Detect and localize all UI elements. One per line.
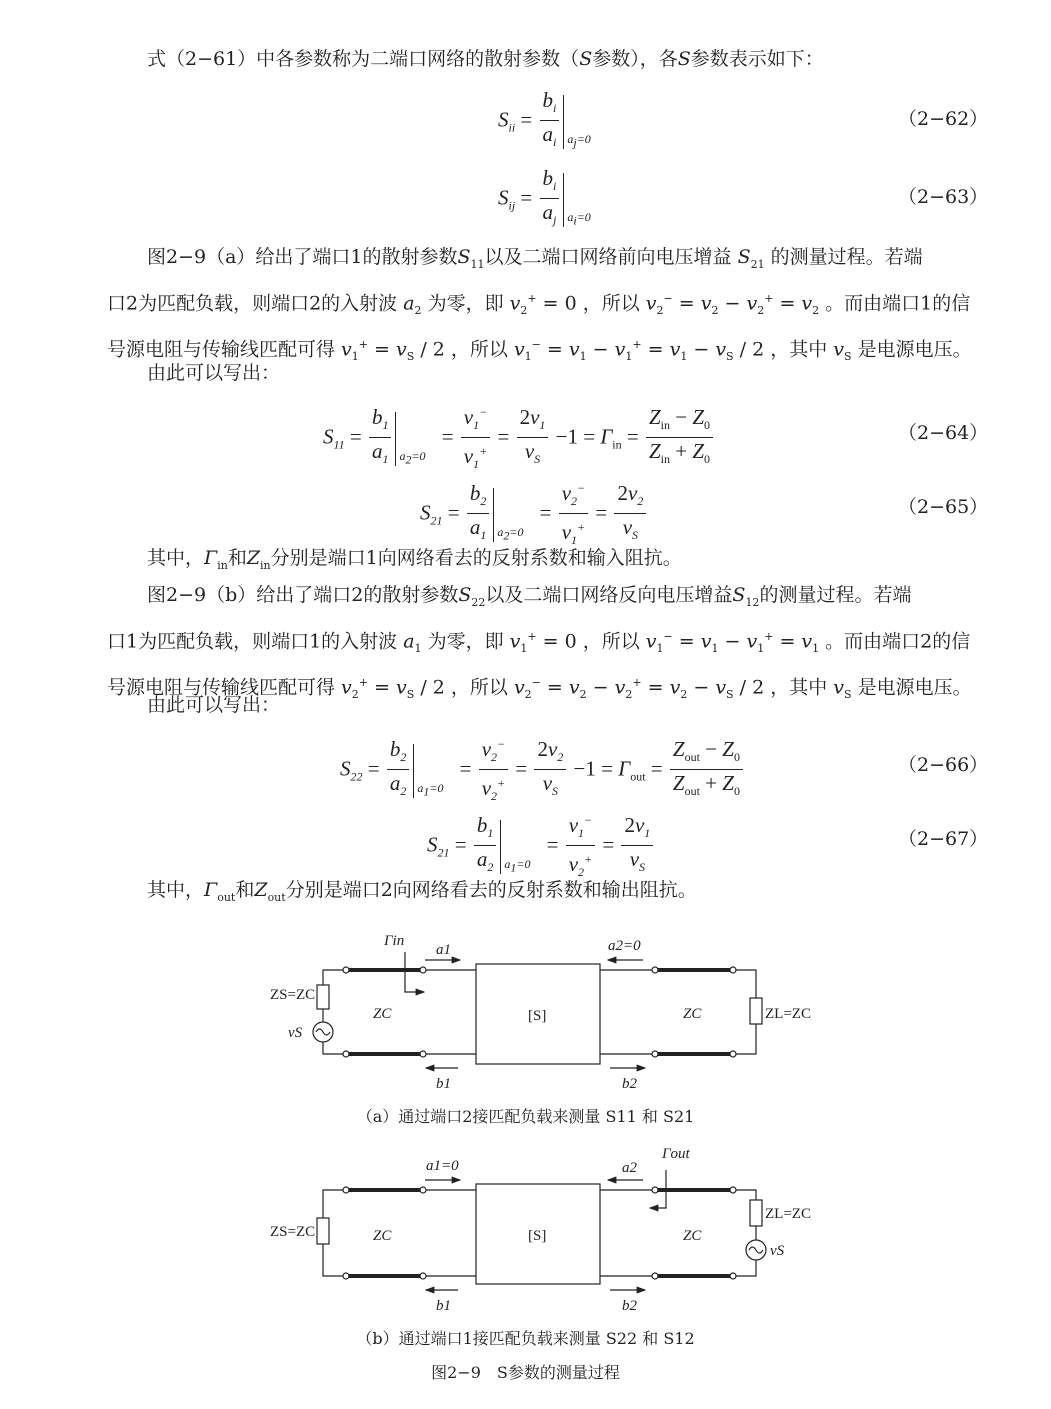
a2-zero-label: a2=0 xyxy=(608,938,641,954)
b2-label: b2 xyxy=(622,1298,637,1314)
s-matrix-label: [S] xyxy=(528,1228,547,1244)
paragraph-figure-a: 图2−9（a）给出了端口1的散射参数$S_{11}$以及二端口网络前向电压增益 $S_{21}$ 的测量过程。若端 口2为匹配负载，则端口2的入射波 $a_2$ 为零，即 $v_2^+ = 0$ ，所以 $v_2^- = v_2 - v_2^+ = v_2$ 。而由端口1的信 号源电阻与传输线匹配可得 $v_1^+ = v_S / 2$ ，所以 $v_1^- = v_1 - v_1^+ = v_1 - v_S / 2$ ，其中 $v_S$ 是电源电压。 xyxy=(107,246,972,364)
resistor-icon xyxy=(317,1218,329,1244)
caption-a: （a）通过端口2接匹配负载来测量 S11 和 S21 xyxy=(356,1107,695,1126)
equation-number: （2−62） xyxy=(898,108,989,130)
intro-paragraph: 式（2−61）中各参数称为二端口网络的散射参数（S参数），各S参数表示如下： xyxy=(147,48,824,70)
resistor-icon xyxy=(750,998,762,1024)
b2-label: b2 xyxy=(622,1076,637,1092)
equation-number: （2−64） xyxy=(898,422,989,444)
note-gamma-out: 其中，$\Gamma_{out}$和$Z_{out}$分别是端口2向网络看去的反射系数和输出阻抗。 xyxy=(147,879,697,904)
a2-label: a2 xyxy=(622,1160,637,1176)
equation-number: （2−66） xyxy=(898,754,989,776)
zs-label: ZS=ZC xyxy=(270,987,316,1003)
equation-2-67: $S_{21}$ = $\frac{b_1}{a_2}$ $a_1=0$ = $\frac{v_1^-}{v_2^+}$ = $\frac{2v_1}{v_S}$ xyxy=(427,808,655,885)
s-matrix-label: [S] xyxy=(528,1008,547,1024)
equation-number: （2−67） xyxy=(898,828,989,850)
zc-left-label: ZC xyxy=(373,1006,392,1022)
b1-label: b1 xyxy=(436,1076,451,1092)
zc-right-label: ZC xyxy=(683,1228,702,1244)
equation-2-62: $S_{ii}$ = $\frac{b_i}{a_i}$ $a_j=0$ xyxy=(498,88,604,155)
equation-2-63: $S_{ij}$ = $\frac{b_i}{a_j}$ $a_i=0$ xyxy=(498,166,604,233)
paragraph-figure-b: 图2−9（b）给出了端口2的散射参数$S_{22}$以及二端口网络反向电压增益$S_{12}$的测量过程。若端 口1为匹配负载，则端口1的入射波 $a_1$ 为零，即 $v_1^+ = 0$ ，所以 $v_1^- = v_1 - v_1^+ = v_1$ 。而由端口2的信 号源电阻与传输线匹配可得 $v_2^+ = v_S / 2$ ，所以 $v_2^- = v_2 - v_2^+ = v_2 - v_S / 2$ ，其中 $v_S$ 是电源电压。 xyxy=(107,584,972,702)
circuit-b-labels xyxy=(270,1146,811,1314)
equation-2-65: $S_{21}$ = $\frac{b_2}{a_1}$ $a_2=0$ = $\frac{v_2^-}{v_1^+}$ = $\frac{2v_2}{v_S}$ xyxy=(420,476,648,553)
figure-title: 图2−9 S参数的测量过程 xyxy=(431,1363,620,1382)
write-out-label-2: 由此可以写出： xyxy=(147,694,281,716)
note-gamma-in: 其中，$\Gamma_{in}$和$Z_{in}$分别是端口1向网络看去的反射系数和输入阻抗。 xyxy=(147,547,682,572)
equation-2-66: $S_{22}$ = $\frac{b_2}{a_2}$ $a_1=0$ = $\frac{v_2^-}{v_2^+}$ = $\frac{2v_2}{v_S}$ $-1 = \Gamma_{out}$ = $\frac{Z_{out} - Z_0}{Z_{out} + Z_0}$ xyxy=(340,732,745,809)
gamma-in-label: Γin xyxy=(384,933,405,949)
vs-label: vS xyxy=(288,1025,303,1041)
a1-zero-label: a1=0 xyxy=(426,1158,459,1174)
write-out-label-1: 由此可以写出： xyxy=(147,362,281,384)
equation-number: （2−65） xyxy=(898,496,989,518)
equation-number: （2−63） xyxy=(898,186,989,208)
b1-label: b1 xyxy=(436,1298,451,1314)
caption-b: （b）通过端口1接匹配负载来测量 S22 和 S12 xyxy=(356,1329,695,1348)
zc-left-label: ZC xyxy=(373,1228,392,1244)
gamma-out-label: Γout xyxy=(662,1146,690,1162)
equation-2-64: $S_{11}$ = $\frac{b_1}{a_1}$ $a_2=0$ = $\frac{v_1^-}{v_1^+}$ = $\frac{2v_1}{v_S}$ $-1 = \Gamma_{in}$ = $\frac{Z_{in} - Z_0}{Z_{in} + Z_0}$ xyxy=(323,400,715,477)
zl-label: ZL=ZC xyxy=(765,1206,811,1222)
a1-label: a1 xyxy=(436,942,451,958)
resistor-icon xyxy=(750,1200,762,1226)
zl-label: ZL=ZC xyxy=(765,1006,811,1022)
vs-label: vS xyxy=(770,1243,785,1259)
zs-label: ZS=ZC xyxy=(270,1224,316,1240)
zc-right-label: ZC xyxy=(683,1006,702,1022)
circuit-a-labels xyxy=(270,933,811,1092)
resistor-icon xyxy=(317,985,329,1009)
